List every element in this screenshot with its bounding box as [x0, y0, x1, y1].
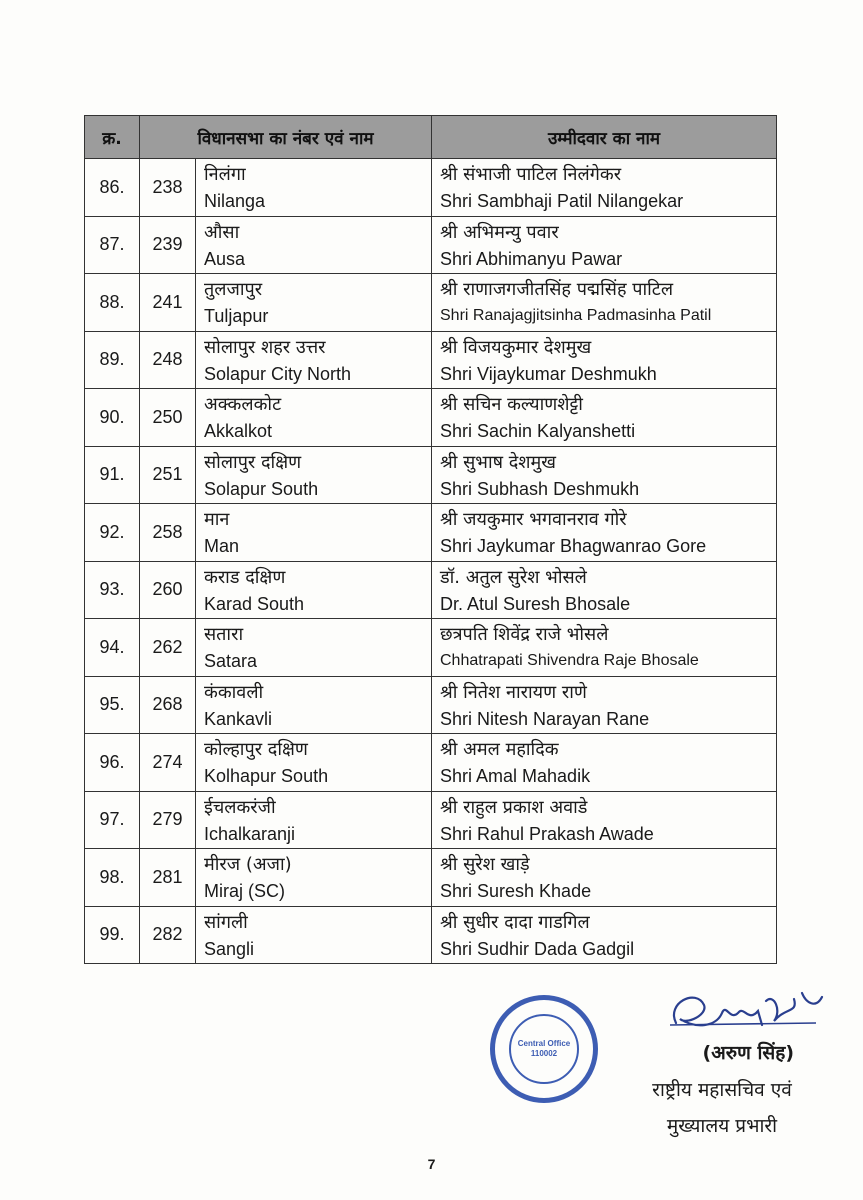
constituency-name-english: Miraj (SC)	[204, 881, 285, 901]
constituency-name-english: Nilanga	[204, 191, 266, 211]
candidate-name	[432, 159, 777, 217]
constituency-name-english: Man	[204, 536, 240, 556]
candidate-name	[432, 906, 777, 964]
constituency-name	[196, 676, 432, 734]
candidate-name-english: Shri Amal Mahadik	[440, 766, 591, 786]
constituency-name-english: Kolhapur South	[204, 766, 329, 786]
serial-number: 97.	[85, 791, 140, 849]
constituency-number: 251	[140, 446, 196, 504]
serial-number: 94.	[85, 619, 140, 677]
serial-number: 91.	[85, 446, 140, 504]
candidate-name-hindi: श्री सुरेश खाड़े	[440, 854, 530, 875]
candidate-name	[432, 216, 777, 274]
serial-number: 88.	[85, 274, 140, 332]
serial-number: 93.	[85, 561, 140, 619]
table-header-row	[85, 116, 777, 159]
table-row	[85, 389, 777, 447]
header-candidate: उम्मीदवार का नाम	[432, 116, 777, 159]
candidate-name-hindi: डॉ. अतुल सुरेश भोसले	[440, 566, 587, 588]
constituency-name-english: Ausa	[204, 248, 246, 269]
constituency-name-hindi: सोलापुर शहर उत्तर	[204, 336, 326, 358]
serial-number: 87.	[85, 216, 140, 274]
constituency-name-hindi: सोलापुर दक्षिण	[204, 451, 302, 473]
constituency-number: 260	[140, 561, 196, 619]
table-row	[85, 216, 777, 274]
candidate-name-hindi: श्री जयकुमार भगवानराव गोरे	[440, 509, 627, 530]
table-row	[85, 561, 777, 619]
handwritten-signature	[666, 983, 826, 1043]
serial-number: 86.	[85, 159, 140, 217]
candidate-name-english: Shri Ranajagjitsinha Padmasinha Patil	[440, 307, 712, 324]
constituency-name	[196, 504, 432, 562]
constituency-name	[196, 274, 432, 332]
page-number: 7	[427, 1156, 436, 1172]
table-row	[85, 849, 777, 907]
constituency-name-english: Karad South	[204, 593, 305, 614]
constituency-name	[196, 446, 432, 504]
constituency-number: 241	[140, 274, 196, 332]
constituency-name	[196, 849, 432, 907]
candidate-name-hindi: श्री राणाजगजीतसिंह पद्मसिंह पाटिल	[440, 279, 674, 300]
constituency-number: 268	[140, 676, 196, 734]
constituency-name-hindi: ईचलकरंजी	[204, 796, 276, 818]
constituency-name-hindi: कोल्हापुर दक्षिण	[204, 739, 308, 760]
constituency-name-english: Ichalkaranji	[204, 823, 296, 844]
constituency-name-hindi: औसा	[204, 221, 240, 243]
candidate-name-english: Chhatrapati Shivendra Raje Bhosale	[440, 652, 699, 669]
constituency-name-english: Sangli	[204, 938, 255, 959]
candidate-name-english: Shri Vijaykumar Deshmukh	[440, 363, 657, 384]
candidate-name	[432, 561, 777, 619]
candidate-name	[432, 676, 777, 734]
constituency-number: 262	[140, 619, 196, 677]
candidate-name-hindi: श्री संभाजी पाटिल निलंगेकर	[440, 164, 622, 185]
table-row	[85, 446, 777, 504]
constituency-name	[196, 791, 432, 849]
constituency-name	[196, 619, 432, 677]
constituency-name-hindi: तुलजापुर	[204, 279, 263, 300]
candidate-name-hindi: श्री राहुल प्रकाश अवाडे	[440, 796, 588, 818]
constituency-number: 238	[140, 159, 196, 217]
table-row	[85, 504, 777, 562]
designation-line-2: मुख्यालय प्रभारी	[666, 1115, 778, 1137]
constituency-name	[196, 389, 432, 447]
constituency-name-hindi: अक्कलकोट	[204, 394, 282, 415]
constituency-name-english: Satara	[204, 651, 258, 671]
candidate-name-english: Shri Sachin Kalyanshetti	[440, 421, 636, 441]
candidate-name	[432, 734, 777, 792]
candidate-name-hindi: श्री सचिन कल्याणशेट्टी	[440, 394, 583, 415]
candidate-name-english: Shri Rahul Prakash Awade	[440, 823, 654, 844]
candidate-name	[432, 849, 777, 907]
constituency-name	[196, 906, 432, 964]
candidate-name-english: Shri Nitesh Narayan Rane	[440, 708, 650, 729]
party-seal	[490, 995, 598, 1103]
candidate-name	[432, 446, 777, 504]
candidate-name-hindi: श्री सुभाष देशमुख	[440, 451, 557, 473]
constituency-name-english: Akkalkot	[204, 421, 273, 441]
constituency-name	[196, 734, 432, 792]
constituency-name	[196, 216, 432, 274]
constituency-name-hindi: मान	[204, 509, 230, 530]
serial-number: 95.	[85, 676, 140, 734]
header-serial: क्र.	[85, 116, 140, 159]
table-row	[85, 274, 777, 332]
constituency-name	[196, 561, 432, 619]
constituency-number: 279	[140, 791, 196, 849]
table-row	[85, 791, 777, 849]
candidate-name-hindi: श्री अभिमन्यु पवार	[440, 221, 559, 243]
table-row	[85, 734, 777, 792]
constituency-name-english: Solapur City North	[204, 363, 352, 384]
seal-line-1: Central Office	[517, 1039, 571, 1048]
constituency-number: 282	[140, 906, 196, 964]
candidate-name-hindi: श्री नितेश नारायण राणे	[440, 681, 587, 703]
constituency-name-hindi: सतारा	[204, 624, 244, 645]
candidate-name	[432, 389, 777, 447]
candidate-name	[432, 331, 777, 389]
candidate-name	[432, 619, 777, 677]
constituency-name	[196, 159, 432, 217]
seal-line-2: 110002	[530, 1049, 558, 1058]
table-row	[85, 619, 777, 677]
candidate-name	[432, 504, 777, 562]
constituency-name-hindi: सांगली	[204, 911, 248, 933]
signer-name: (अरुण सिंह)	[702, 1042, 794, 1064]
candidate-name-english: Dr. Atul Suresh Bhosale	[440, 593, 631, 614]
constituency-name-hindi: कराड दक्षिण	[204, 566, 286, 588]
signature-block	[470, 975, 830, 1145]
candidate-name-english: Shri Jaykumar Bhagwanrao Gore	[440, 536, 707, 556]
constituency-number: 239	[140, 216, 196, 274]
constituency-name-english: Tuljapur	[204, 306, 269, 326]
candidate-name-english: Shri Sudhir Dada Gadgil	[440, 938, 635, 959]
serial-number: 89.	[85, 331, 140, 389]
candidate-name-english: Shri Suresh Khade	[440, 881, 592, 901]
constituency-name-hindi: कंकावली	[204, 681, 264, 703]
header-constituency: विधानसभा का नंबर एवं नाम	[140, 116, 432, 159]
serial-number: 92.	[85, 504, 140, 562]
candidate-name-english: Shri Subhash Deshmukh	[440, 478, 640, 499]
candidate-name-hindi: श्री अमल महादिक	[440, 739, 559, 760]
constituency-name-hindi: निलंगा	[204, 164, 246, 185]
constituency-number: 250	[140, 389, 196, 447]
constituency-name	[196, 331, 432, 389]
constituency-name-english: Solapur South	[204, 478, 319, 499]
candidate-table	[84, 115, 777, 964]
constituency-name-hindi: मीरज (अजा)	[204, 854, 292, 875]
table-row	[85, 676, 777, 734]
table-body	[85, 159, 777, 964]
serial-number: 96.	[85, 734, 140, 792]
candidate-name-english: Shri Sambhaji Patil Nilangekar	[440, 191, 684, 211]
constituency-number: 281	[140, 849, 196, 907]
signer-designation	[622, 1072, 822, 1144]
candidate-name	[432, 791, 777, 849]
candidate-name-hindi: श्री विजयकुमार देशमुख	[440, 336, 592, 358]
table-row	[85, 331, 777, 389]
serial-number: 90.	[85, 389, 140, 447]
serial-number: 99.	[85, 906, 140, 964]
constituency-number: 248	[140, 331, 196, 389]
constituency-number: 258	[140, 504, 196, 562]
constituency-number: 274	[140, 734, 196, 792]
candidate-name-english: Shri Abhimanyu Pawar	[440, 248, 623, 269]
serial-number: 98.	[85, 849, 140, 907]
table-row	[85, 159, 777, 217]
candidate-name	[432, 274, 777, 332]
designation-line-1: राष्ट्रीय महासचिव एवं	[652, 1079, 792, 1101]
constituency-name-english: Kankavli	[204, 708, 273, 729]
table-row	[85, 906, 777, 964]
candidate-name-hindi: श्री सुधीर दादा गाडगिल	[440, 911, 590, 933]
candidate-name-hindi: छत्रपति शिवेंद्र राजे भोसले	[440, 624, 609, 645]
